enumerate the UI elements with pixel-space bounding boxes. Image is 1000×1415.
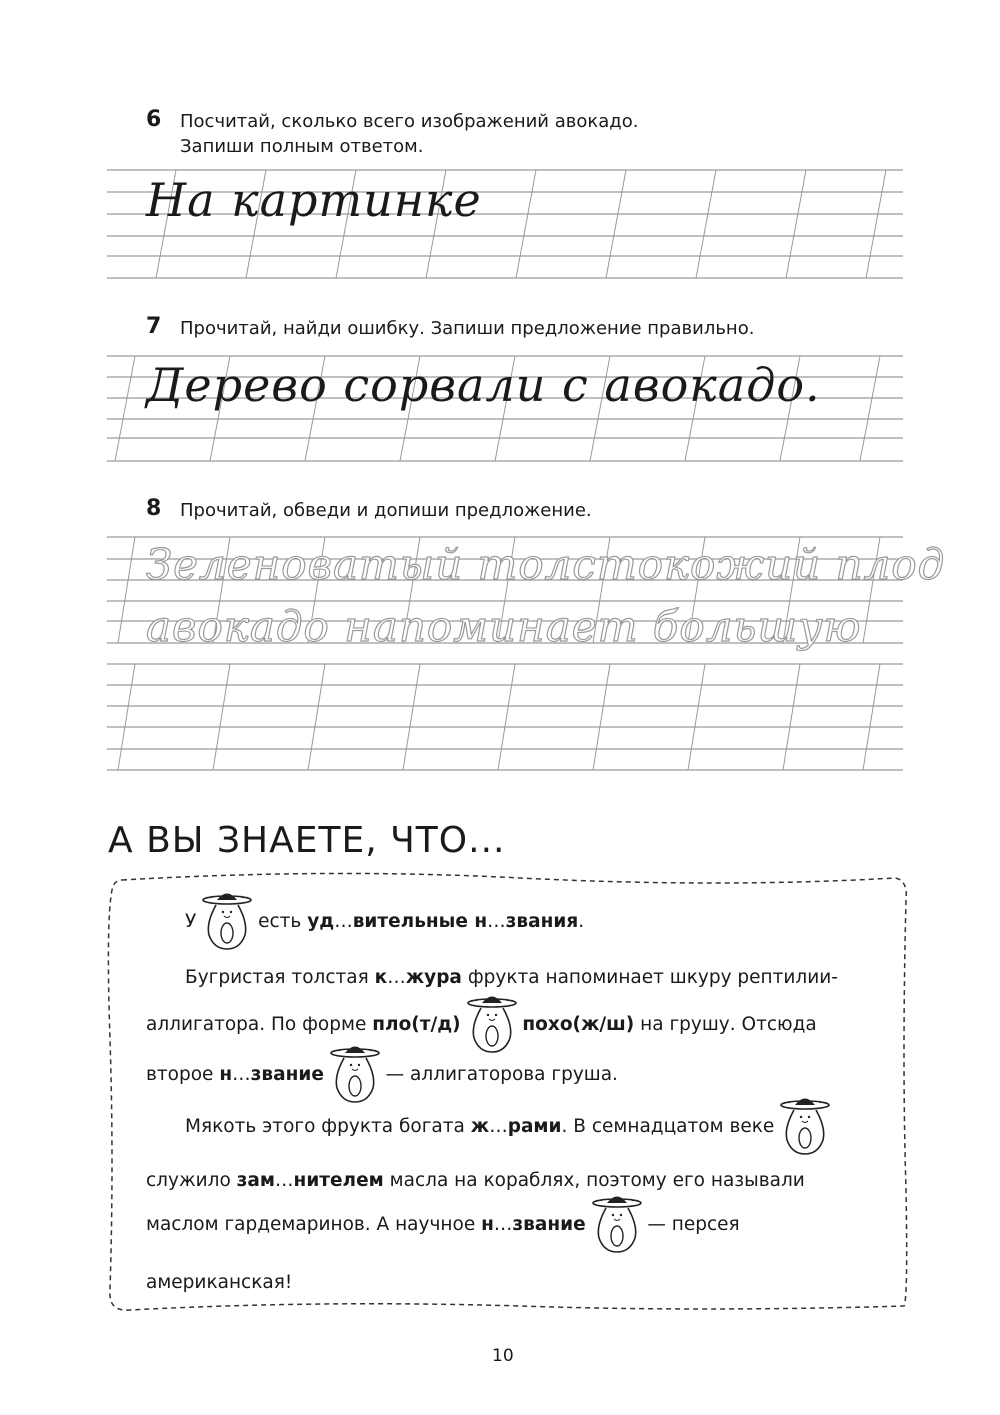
task-6-line1: Посчитай, сколько всего изображений авокадо.	[180, 111, 639, 132]
task-7-number: 7	[146, 314, 162, 339]
task-8-trace-line-1: Зеленоватый толстокожий плод	[146, 540, 946, 589]
avocado-sombrero-icon	[592, 1196, 642, 1254]
avocado-sombrero-icon	[780, 1098, 830, 1156]
task-7-prompt: Прочитай, найди ошибку. Запиши предложение правильно.	[180, 318, 755, 339]
task-7-handwritten-sentence: Дерево сорвали с авокадо.	[146, 358, 821, 412]
task-6-number: 6	[146, 107, 162, 132]
page-number: 10	[492, 1346, 514, 1366]
fact-paragraph-7: маслом гардемаринов. А научное н…звание — персея	[146, 1196, 740, 1254]
task-8-number: 8	[146, 496, 162, 521]
task-6-handwritten-answer: На картинке	[146, 173, 482, 227]
avocado-sombrero-icon	[330, 1046, 380, 1104]
fact-paragraph-5: Мякоть этого фрукта богата ж…рами. В семнадцатом веке	[185, 1098, 830, 1156]
fact-paragraph-1: У есть уд…вительные н…звания.	[185, 893, 584, 951]
fact-paragraph-2: Бугристая толстая к…жура фрукта напоминает шкуру рептилии-	[185, 967, 838, 988]
task-6-line2: Запиши полным ответом.	[180, 136, 424, 157]
task-8-prompt: Прочитай, обведи и допиши предложение.	[180, 500, 592, 521]
task-8-trace-line-2: авокадо напоминает большую	[146, 602, 862, 651]
fact-paragraph-8: американская!	[146, 1272, 293, 1293]
facts-heading: А ВЫ ЗНАЕТЕ, ЧТО...	[108, 820, 506, 861]
fact-paragraph-3: аллигатора. По форме пло(т/д) похо(ж/ш) на грушу. Отсюда	[146, 996, 817, 1054]
fact-paragraph-4: второе н…звание — аллигаторова груша.	[146, 1046, 618, 1104]
fact-paragraph-6: служило зам…нителем масла на кораблях, поэтому его называли	[146, 1170, 805, 1191]
avocado-sombrero-icon	[202, 893, 252, 951]
